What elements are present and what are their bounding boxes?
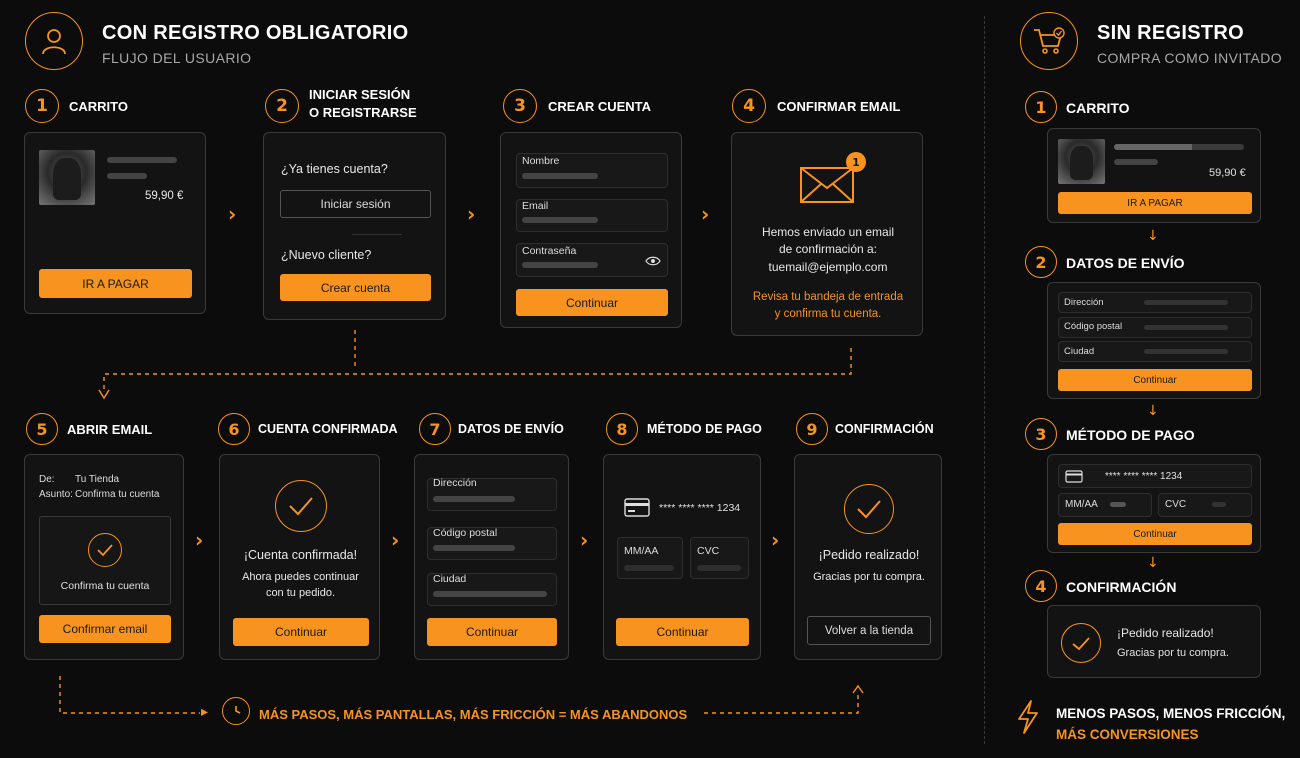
email-subject-label: Asunto: (39, 489, 73, 500)
expiry-label: MM/AA (624, 545, 659, 557)
cvc-label: CVC (1165, 499, 1187, 510)
step-number: 9 (796, 413, 828, 445)
step-number: 1 (1025, 91, 1057, 123)
chevron-right-icon: › (195, 528, 204, 552)
account-confirmed-card (219, 454, 380, 660)
confirm-warning-line2: y confirma tu cuenta. (774, 308, 882, 320)
left-footer-text: MÁS PASOS, MÁS PANTALLAS, MÁS FRICCIÓN = MÁS ABANDONOS (259, 707, 688, 722)
step-title-line2: O REGISTRARSE (309, 105, 417, 120)
step-number: 6 (218, 413, 250, 445)
step-title: CUENTA CONFIRMADA (258, 422, 398, 436)
step-title: DATOS DE ENVÍO (1066, 255, 1185, 271)
cvc-field[interactable] (690, 537, 749, 579)
name-label: Nombre (522, 155, 560, 167)
step-number: 4 (732, 89, 766, 123)
open-email-card (24, 454, 184, 660)
arrow-down-icon: ↓ (1147, 555, 1159, 571)
skeleton-line (433, 496, 515, 502)
clock-icon (222, 697, 250, 725)
guest-shipping-card (1047, 282, 1261, 399)
left-title: CON REGISTRO OBLIGATORIO (102, 22, 409, 44)
existing-account-question: ¿Ya tienes cuenta? (281, 162, 388, 176)
step-title: ABRIR EMAIL (67, 422, 153, 437)
account-confirmed-line1: Ahora puedes continuar (242, 571, 359, 583)
right-footer-line2: MÁS CONVERSIONES (1056, 727, 1199, 742)
skeleton-line (1212, 502, 1226, 507)
address-label: Dirección (1064, 297, 1104, 308)
left-subtitle: FLUJO DEL USUARIO (102, 50, 252, 66)
confirmation-card (794, 454, 942, 660)
account-confirmed-heading: ¡Cuenta confirmada! (243, 548, 358, 562)
step-title: CARRITO (69, 99, 128, 114)
card-icon (624, 498, 650, 517)
right-title: SIN REGISTRO (1097, 22, 1244, 44)
step-number: 4 (1025, 570, 1057, 602)
step-title-line1: INICIAR SESIÓN (309, 87, 411, 102)
step-number: 3 (503, 89, 537, 123)
new-customer-question: ¿Nuevo cliente? (281, 248, 372, 262)
confirm-email-button[interactable]: Confirmar email (39, 615, 171, 643)
continue-button[interactable]: Continuar (616, 618, 749, 646)
chevron-right-icon: › (467, 202, 476, 226)
city-label: Ciudad (1064, 346, 1095, 357)
pay-button[interactable]: IR A PAGAR (1058, 192, 1252, 214)
account-confirmed-line2: con tu pedido. (265, 587, 336, 599)
expiry-label: MM/AA (1065, 499, 1098, 510)
step-title: CONFIRMACIÓN (1066, 579, 1177, 595)
skeleton-line (697, 565, 741, 571)
payment-card (603, 454, 761, 660)
notification-badge: 1 (846, 152, 866, 172)
order-placed-line: Gracias por tu compra. (813, 571, 925, 583)
arrow-down-icon: ↓ (1147, 228, 1159, 244)
step-number: 1 (25, 89, 59, 123)
email-from-label: De: (39, 474, 55, 485)
guest-cart-card (1047, 128, 1261, 223)
arrow-right-icon: ▸ (201, 704, 209, 720)
check-circle-icon (88, 533, 122, 567)
skeleton-line (1114, 144, 1244, 150)
confirm-warning-line1: Revisa tu bandeja de entrada (752, 291, 904, 303)
step-number: 8 (606, 413, 638, 445)
skeleton-line (433, 591, 547, 597)
confirm-text-line2: de confirmación a: (778, 242, 878, 256)
step-number: 2 (1025, 246, 1057, 278)
step-number: 7 (419, 413, 451, 445)
chevron-right-icon: › (228, 202, 237, 226)
cart-price: 59,90 € (145, 190, 184, 202)
order-placed-heading: ¡Pedido realizado! (818, 548, 920, 562)
check-circle-icon (275, 480, 327, 532)
check-circle-icon (844, 484, 894, 534)
card-number: **** **** **** 1234 (659, 502, 741, 514)
guest-payment-card (1047, 454, 1261, 553)
login-button[interactable]: Iniciar sesión (280, 190, 431, 218)
password-label: Contraseña (522, 245, 577, 257)
skeleton-line (1144, 300, 1228, 305)
skeleton-line (1110, 502, 1126, 507)
order-placed-heading: ¡Pedido realizado! (1117, 626, 1214, 640)
right-footer-line1: MENOS PASOS, MENOS FRICCIÓN, (1056, 706, 1286, 721)
chevron-right-icon: › (580, 528, 589, 552)
skeleton-line (624, 565, 674, 571)
continue-button[interactable]: Continuar (516, 289, 668, 316)
continue-button[interactable]: Continuar (427, 618, 557, 646)
expiry-field[interactable] (617, 537, 683, 579)
chevron-right-icon: › (701, 202, 710, 226)
arrow-down-icon: ↓ (1147, 403, 1159, 419)
step-number: 3 (1025, 418, 1057, 450)
confirm-text-line1: Hemos enviado un email (761, 225, 895, 239)
cart-check-icon (1020, 12, 1078, 70)
continue-button[interactable]: Continuar (233, 618, 369, 646)
bolt-icon (1016, 699, 1040, 735)
skeleton-line (1114, 159, 1158, 165)
postal-code-label: Código postal (433, 527, 498, 539)
skeleton-line (1144, 349, 1228, 354)
cvc-label: CVC (697, 545, 720, 557)
email-subject-value: Confirma tu cuenta (75, 489, 160, 500)
step-number: 2 (265, 89, 299, 123)
confirm-email-address: tuemail@ejemplo.com (768, 260, 888, 274)
step-title: MÉTODO DE PAGO (1066, 427, 1195, 443)
address-label: Dirección (433, 477, 477, 489)
postal-code-label: Código postal (1064, 321, 1123, 332)
pay-button[interactable]: IR A PAGAR (39, 269, 192, 298)
card-number: **** **** **** 1234 (1105, 471, 1183, 482)
cart-price: 59,90 € (1209, 167, 1246, 179)
chevron-right-icon: › (771, 528, 780, 552)
email-label: Email (522, 200, 549, 212)
email-body-text: Confirma tu cuenta (60, 580, 150, 592)
step-title: CONFIRMACIÓN (835, 422, 934, 436)
right-subtitle: COMPRA COMO INVITADO (1097, 50, 1283, 66)
product-image (1058, 139, 1105, 184)
create-account-button[interactable]: Crear cuenta (280, 274, 431, 301)
back-to-store-button[interactable]: Volver a la tienda (807, 616, 931, 645)
continue-button[interactable]: Continuar (1058, 523, 1252, 545)
skeleton-line (433, 545, 515, 551)
shipping-card (414, 454, 569, 660)
continue-button[interactable]: Continuar (1058, 369, 1252, 391)
step-title: CARRITO (1066, 100, 1130, 116)
check-circle-icon (1061, 623, 1101, 663)
step-title: CONFIRMAR EMAIL (777, 99, 901, 114)
city-label: Ciudad (433, 573, 467, 585)
skeleton-line (1144, 325, 1228, 330)
chevron-right-icon: › (391, 528, 400, 552)
step-title: DATOS DE ENVÍO (458, 422, 564, 436)
step-title: CREAR CUENTA (548, 99, 652, 114)
order-placed-line: Gracias por tu compra. (1117, 647, 1229, 659)
step-title: MÉTODO DE PAGO (647, 422, 762, 436)
email-from-value: Tu Tienda (75, 474, 120, 485)
step-number: 5 (26, 413, 58, 445)
guest-confirmation-card (1047, 605, 1261, 678)
card-icon (1065, 470, 1083, 483)
